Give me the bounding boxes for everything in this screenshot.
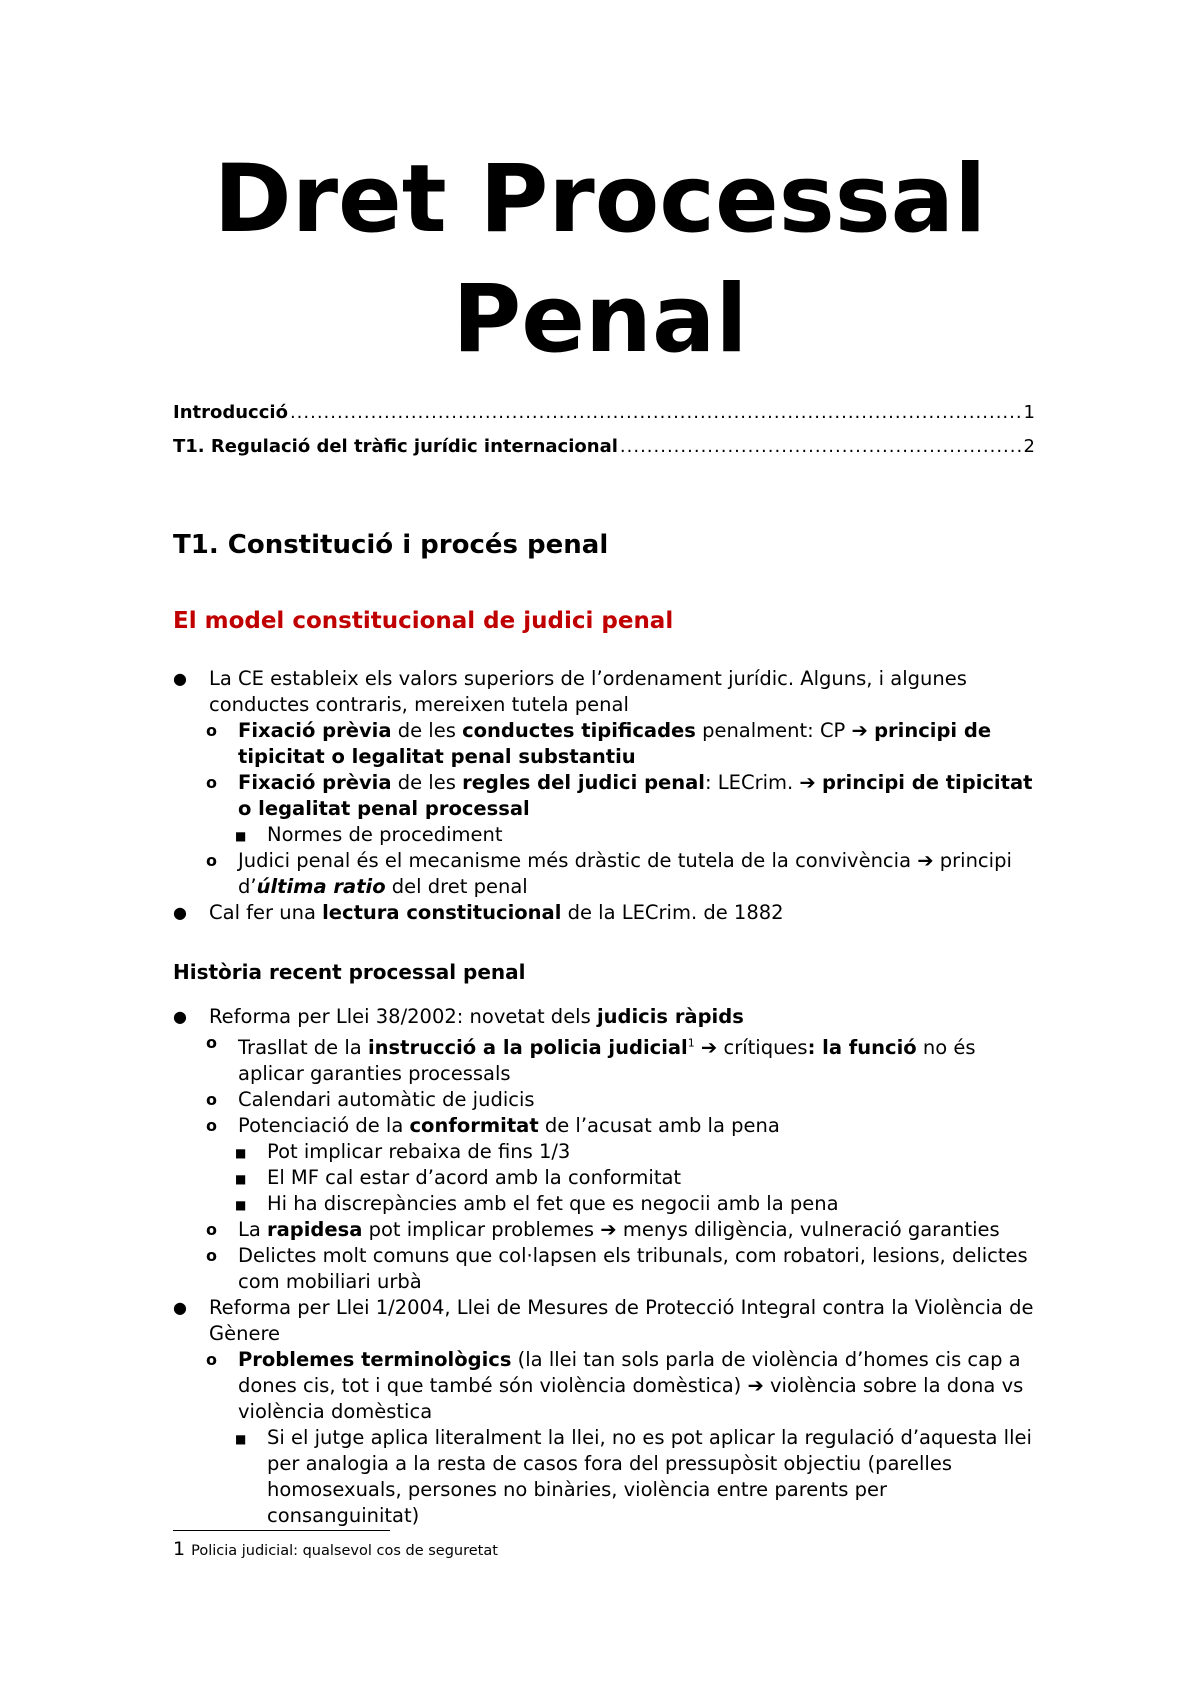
title-line-2: Penal [452,265,748,374]
toc-leader-dots [620,436,1022,457]
footnote-number: 1 [173,1538,186,1560]
list-item-level-2 [173,1087,1043,1113]
bullet-icon: o [206,851,217,870]
list-item-level-2 [173,1243,1043,1295]
list-item-level-2 [173,1347,1043,1425]
bullet-list-model [173,666,1043,926]
bullet-icon: ● [173,1297,187,1317]
list-item-text: Delictes molt comuns que col·lapsen els tribunals, com robatori, lesions, delictes com mobiliari urbà [238,1243,1028,1293]
bullet-icon: o [206,1219,217,1239]
list-item-text: Trasllat de la instrucció a la policia judicial$^1$ ➔ crítiques: la funció no és aplicar garanties processals [238,1035,976,1085]
list-item-text: La rapidesa pot implicar problemes ➔ menys diligència, vulneració garanties [238,1217,1000,1241]
toc-entry-page: 1 [1023,402,1035,423]
toc-leader-dots [290,402,1022,423]
list-item-level-3 [173,822,1043,848]
bullet-icon: ● [173,903,187,922]
title-line-1: Dret Processal [213,145,987,254]
list-item-level-1 [173,1004,1043,1030]
footnote-separator [173,1530,390,1531]
toc-entry-label: T1. Regulació del tràfic jurídic internacional [173,436,618,457]
list-item-level-2 [173,1217,1043,1243]
list-item-text: Pot implicar rebaixa de fins 1/3 [267,1139,571,1163]
bullet-icon: ■ [235,829,247,843]
list-item-text: Fixació prèvia de les conductes tipificades penalment: CP ➔ principi de tipicitat o legalitat penal substantiu [238,719,992,768]
bullet-icon: ● [173,669,187,688]
list-item-text: Potenciació de la conformitat de l’acusat amb la pena [238,1113,780,1137]
list-item-level-3 [173,1165,1043,1191]
list-item-level-2 [173,770,1043,822]
list-item-level-2 [173,848,1043,900]
list-item-text: Reforma per Llei 1/2004, Llei de Mesures de Protecció Integral contra la Violència de Gènere [209,1295,1034,1345]
list-item-text: El MF cal estar d’acord amb la conformitat [267,1165,682,1189]
document-title [0,140,1200,380]
list-item-level-1 [173,666,1043,718]
section-heading-history: Història recent processal penal [173,960,526,984]
footnote-text: Policia judicial: qualsevol cos de seguretat [191,1543,498,1559]
bullet-icon: o [206,1115,217,1135]
section-heading-model: El model constitucional de judici penal [173,608,674,634]
bullet-icon: o [206,1349,217,1369]
bullet-icon: o [206,1245,217,1265]
list-item-text: Normes de procediment [267,823,503,846]
list-item-level-1 [173,900,1043,926]
list-item-text: Hi ha discrepàncies amb el fet que es negocii amb la pena [267,1191,839,1215]
list-item-level-3 [173,1139,1043,1165]
list-item-level-2 [173,718,1043,770]
toc-entry-label: Introducció [173,402,288,423]
bullet-icon: o [206,773,217,792]
list-item-text: Judici penal és el mecanisme més dràstic de tutela de la convivència ➔ principi d’última ratio del dret penal [238,849,1012,898]
chapter-heading: T1. Constitució i procés penal [173,530,609,560]
toc-entry[interactable] [173,436,1035,470]
bullet-icon: ■ [235,1197,247,1212]
footnote [173,1538,498,1560]
list-item-text: Cal fer una lectura constitucional de la LECrim. de 1882 [209,901,784,924]
list-item-level-2 [173,1030,1043,1087]
toc-entry[interactable] [173,402,1035,436]
table-of-contents [173,402,1035,470]
list-item-text: Problemes terminològics (la llei tan sols parla de violència d’homes cis cap a dones cis, tot i que també són violència domèstica) ➔ violència sobre la dona vs violència domèstica [238,1347,1024,1423]
bullet-icon: o [206,721,217,740]
list-item-text: Si el jutge aplica literalment la llei, no es pot aplicar la regulació d’aquesta llei per analogia a la resta de casos fora del pressupòsit objectiu (parelles homosexuals, persones no binàries, violència entre parents per consanguinitat) [267,1425,1032,1527]
bullet-icon: o [206,1033,217,1052]
list-item-text: Reforma per Llei 38/2002: novetat dels judicis ràpids [209,1005,744,1028]
toc-entry-page: 2 [1023,436,1035,457]
bullet-icon: ■ [235,1145,247,1160]
list-item-text: Calendari automàtic de judicis [238,1087,535,1111]
list-item-text: Fixació prèvia de les regles del judici penal: LECrim. ➔ principi de tipicitat o legalitat penal processal [238,771,1033,820]
bullet-icon: o [206,1089,217,1109]
list-item-level-3 [173,1425,1043,1529]
list-item-text: La CE estableix els valors superiors de l’ordenament jurídic. Alguns, i algunes conductes contraris, mereixen tutela penal [209,667,967,716]
list-item-level-3 [173,1191,1043,1217]
bullet-icon: ■ [235,1171,247,1186]
bullet-icon: ● [173,1007,187,1026]
bullet-icon: ■ [235,1431,247,1446]
list-item-level-2 [173,1113,1043,1139]
bullet-list-history [173,1004,1043,1529]
list-item-level-1 [173,1295,1043,1347]
